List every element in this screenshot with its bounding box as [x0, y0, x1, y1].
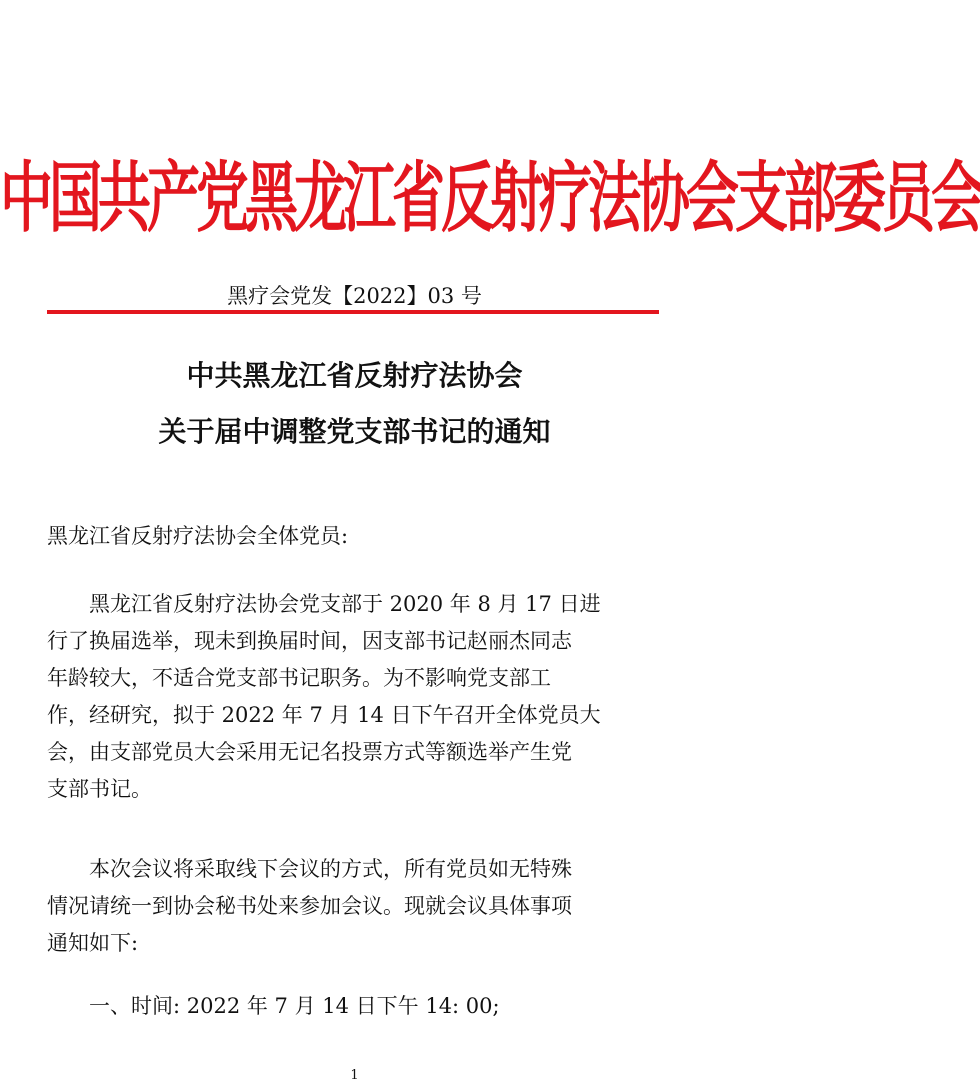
meeting-time-item — [47, 988, 659, 1025]
document-title-line-2: 关于届中调整党支部书记的通知 — [158, 415, 551, 448]
red-header-org-title: 中国共产党黑龙江省反射疗法协会支部委员会 — [0, 155, 980, 244]
page-number: 1 — [350, 1068, 359, 1083]
red-divider-line — [47, 310, 659, 314]
paragraph-line: 支部书记。 — [47, 777, 152, 801]
salutation: 黑龙江省反射疗法协会全体党员: — [47, 524, 349, 548]
paragraph-line: 通知如下: — [47, 931, 139, 955]
paragraph-line: 会，由支部党员大会采用无记名投票方式等额选举产生党 — [47, 740, 572, 764]
paragraph-line: 行了换届选举，现未到换届时间，因支部书记赵丽杰同志 — [47, 629, 572, 653]
paragraph-line: 年龄较大，不适合党支部书记职务。为不影响党支部工 — [47, 666, 551, 690]
paragraph-line: 本次会议将采取线下会议的方式，所有党员如无特殊 — [89, 857, 572, 881]
paragraph-line: 情况请统一到协会秘书处来参加会议。现就会议具体事项 — [47, 894, 572, 918]
document-title-line-1: 中共黑龙江省反射疗法协会 — [186, 359, 523, 392]
paragraph-line: 一、时间: 2022 年 7 月 14 日下午 14: 00; — [89, 994, 500, 1018]
body-paragraph-2 — [47, 851, 659, 962]
body-paragraph-1 — [47, 586, 659, 808]
paragraph-line: 黑龙江省反射疗法协会党支部于 2020 年 8 月 17 日进 — [89, 592, 601, 616]
document-number: 黑疗会党发【2022】03 号 — [227, 284, 482, 308]
paragraph-line: 作，经研究，拟于 2022 年 7 月 14 日下午召开全体党员大 — [47, 703, 601, 727]
